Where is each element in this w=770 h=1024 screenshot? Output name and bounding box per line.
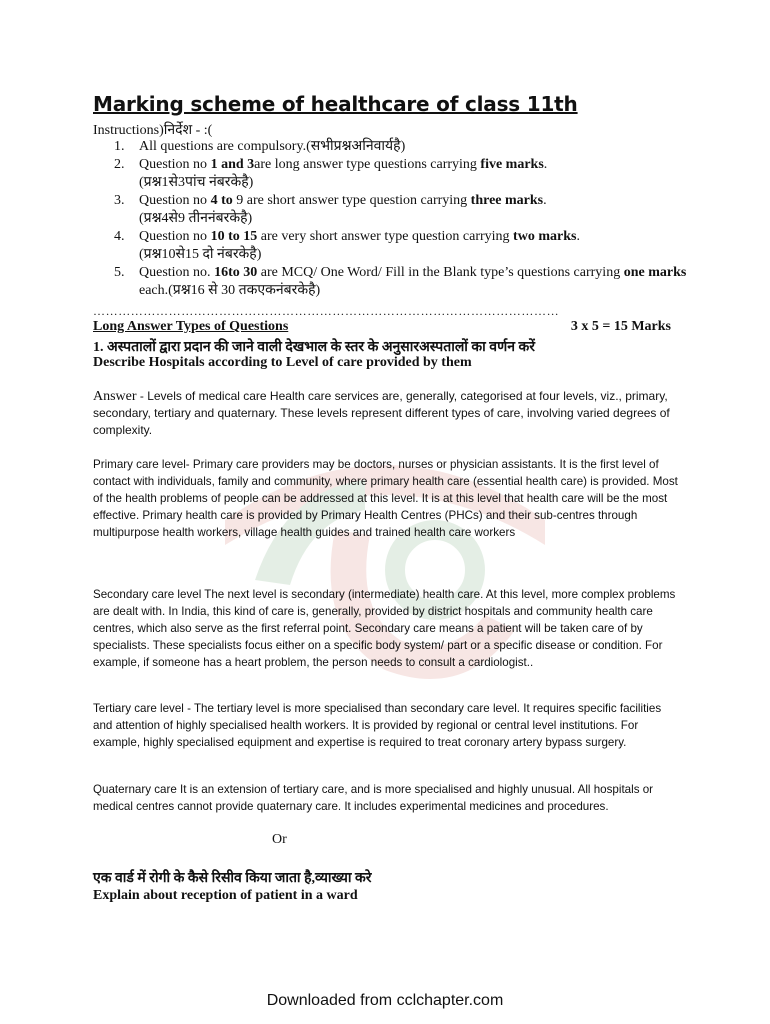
instruction-emphasis: three marks <box>470 193 544 208</box>
instruction-number: 5. <box>114 265 125 280</box>
question-1-hindi: 1. अस्पतालों द्वारा प्रदान की जाने वाली देखभाल के स्तर के अनुसारअस्पतालों का वर्णन करें <box>93 340 535 355</box>
question-1-english: Describe Hospitals according to Level of care provided by them <box>93 355 472 370</box>
instruction-hindi-note: (प्रश्न1से3पांच नंबरकेहै) <box>139 175 254 190</box>
secondary-care-paragraph: Secondary care level The next level is secondary (intermediate) health care. At this level, more complex problems are dealt with. In India, this kind of care is, generally, provided by district hospitals and community health care centres, which also serve as the first referral point. Secondary care means a patient will be taken care of by specialists. These specialists focus either on a specific body system/ part or a specific disease or condition. For example, if someone has a heart problem, the person needs to consult a cardiologist.. <box>93 588 676 669</box>
footer-download-note: Downloaded from cclchapter.com <box>266 992 504 1009</box>
instructions-list <box>93 138 693 300</box>
instruction-hindi-note: (प्रश्न10से15 दो नंबरकेहै) <box>139 247 262 262</box>
answer-intro-paragraph <box>93 388 678 439</box>
instruction-item <box>93 156 693 192</box>
answer-label: Answer <box>93 389 137 404</box>
instruction-number: 3. <box>114 193 125 208</box>
instruction-fragment: Question no <box>139 157 211 172</box>
instruction-fragment: Question no <box>139 193 211 208</box>
instruction-fragment: . <box>543 193 547 208</box>
instruction-fragment: . <box>576 229 580 244</box>
quaternary-care-paragraph: Quaternary care It is an extension of tertiary care, and is more specialised and highly unusual. All hospitals or medical centres cannot provide quaternary care. It includes experimental medicines and procedures. <box>93 783 654 813</box>
section-heading <box>93 319 671 335</box>
instruction-emphasis: two marks <box>513 229 577 244</box>
instruction-emphasis: 10 to 15 <box>210 229 258 244</box>
instruction-emphasis: 4 to <box>210 193 233 208</box>
instruction-item <box>93 138 693 156</box>
question-2-hindi: एक वार्ड में रोगी के कैसे रिसीव किया जाता है,व्याख्या करे <box>93 871 372 886</box>
answer-intro-text: - Levels of medical care Health care services are, generally, categorised at four levels, viz., primary, secondary, tertiary and quaternary. These levels represent different types of care, involving varied degrees of complexity. <box>93 389 670 437</box>
instruction-number: 4. <box>114 229 125 244</box>
instruction-fragment: Question no. <box>139 265 215 280</box>
instruction-fragment: are MCQ/ One Word/ Fill in the Blank type’s questions carrying <box>257 265 624 280</box>
or-separator: Or <box>272 832 287 847</box>
instruction-text <box>139 139 405 154</box>
instruction-text <box>139 265 686 298</box>
instruction-item <box>93 264 693 300</box>
instructions-label: Instructions)निर्देश - :( <box>93 123 213 138</box>
primary-care-paragraph: Primary care level- Primary care providers may be doctors, nurses or physician assistants. It is the first level of contact with individuals, family and community, where primary health care (essential health care) is provided. Most of the health problems of people can be addressed at this level. It is at this level that health care will be the most effective. Primary health care is provided by Primary Health Centres (PHCs) and their sub-centres through multipurpose health workers, village health guides and trained health care workers <box>93 458 678 539</box>
divider-dots: ………………………………………………………………………………………………… <box>93 304 560 318</box>
instruction-fragment: Question no <box>139 229 211 244</box>
instruction-hindi-note: (प्रश्न4से9 तीननंबरकेहै) <box>139 211 253 226</box>
instruction-emphasis: 1 and 3 <box>210 157 255 172</box>
section-title: Long Answer Types of Questions <box>93 319 289 334</box>
section-marks: 3 x 5 = 15 Marks <box>570 319 671 334</box>
instruction-item <box>93 192 693 228</box>
instruction-text <box>139 157 547 172</box>
instruction-fragment: are long answer type questions carrying <box>254 157 481 172</box>
instruction-emphasis: one marks <box>623 265 687 280</box>
instruction-fragment: 9 are short answer type question carrying <box>232 193 471 208</box>
instruction-number: 2. <box>114 157 125 172</box>
instruction-fragment: . <box>543 157 548 172</box>
instruction-fragment: each.(प्रश्न16 से 30 तकएकनंबरकेहै) <box>139 283 321 298</box>
instruction-emphasis: 16to 30 <box>214 265 258 280</box>
page-title: Marking scheme of healthcare of class 11th <box>93 92 578 116</box>
instruction-emphasis: five marks <box>480 157 544 172</box>
instruction-text <box>139 193 547 208</box>
instruction-fragment: All questions are compulsory.(सभीप्रश्नअनिवार्यहै) <box>139 139 406 154</box>
instruction-number: 1. <box>114 139 125 154</box>
instruction-fragment: are very short answer type question carrying <box>257 229 514 244</box>
question-2-english: Explain about reception of patient in a ward <box>93 888 358 903</box>
tertiary-care-paragraph: Tertiary care level - The tertiary level is more specialised than secondary care level. It requires specific facilities and attention of highly specialised health workers. It is provided by regional or central level institutions. For example, highly specialised equipment and expertise is required to treat coronary artery bypass surgery. <box>93 702 662 749</box>
instruction-text <box>139 229 580 244</box>
instruction-item <box>93 228 693 264</box>
